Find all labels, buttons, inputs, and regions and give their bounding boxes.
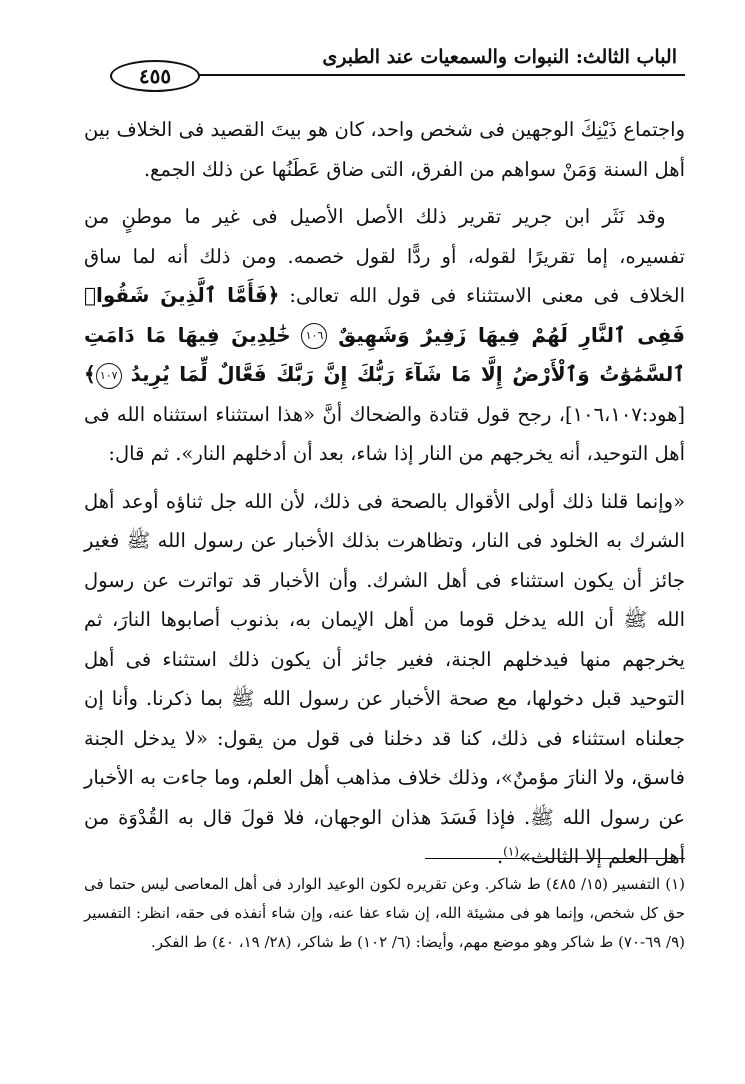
quran-verse-106: ﴿فَأَمَّا ٱلَّذِينَ شَقُوا۟ فَفِى ٱلنَّارِ لَهُمْ فِيهَا زَفِيرٌ وَشَهِيقٌ — [84, 283, 685, 347]
footnote-divider — [425, 858, 685, 859]
body-text — [84, 110, 685, 877]
ayah-number-106: ١٠٦ — [301, 323, 327, 349]
footnote — [84, 870, 685, 957]
ayah-number-107: ١٠٧ — [96, 363, 122, 389]
page-number: ٤٥٥ — [110, 60, 200, 92]
quran-close-bracket: ﴾ — [84, 362, 96, 386]
quran-verse-107: خَٰلِدِينَ فِيهَا مَا دَامَتِ ٱلسَّمَٰوَٰتُ وَٱلْأَرْضُ إِلَّا مَا شَآءَ رَبُّكَ إِنَّ رَبَّكَ فَعَّالٌ لِّمَا يُرِيدُ — [84, 322, 685, 386]
paragraph-3 — [84, 482, 685, 877]
footnote-text: (١) التفسير (١٥/ ٤٨٥) ط شاكر. وعن تقريره لكون الوعيد الوارد فى أهل المعاصى ليس حتما فى حق كل شخص، وإنما هو فى مشيئة الله، إن شاء عفا عنه، وإن شاء أنفذه فى حقه، انظر: التفسير (٩/ ٦٩-٧٠) ط شاكر وهو موضع مهم، وأيضا: (٦/ ١٠٢) ط شاكر، (٢٨/ ١٩، ٤٠) ط الفكر. — [84, 875, 686, 951]
paragraph-2 — [84, 197, 685, 474]
paragraph-2-intro: وقد نَثَر ابن جرير تقرير ذلك الأصل الأصيل فى غير ما موطنٍ من تفسيره، إما تقريرًا لقوله، أو ردًّا لقول خصمه. ومن ذلك أنه لما ساق الخلاف فى معنى الاستثناء فى قول الله تعالى: — [84, 205, 686, 307]
quotation-tabari: «وإنما قلنا ذلك أولى الأقوال بالصحة فى ذلك، لأن الله جل ثناؤه أوعد أهل الشرك به الخلود فى النار، وتظاهرت بذلك الأخبار عن رسول الله ﷺ فغير جائز أن يكون استثناء فى أهل الشرك. وأن الأخبار قد تواترت عن رسول الله ﷺ أن الله يدخل قوما من أهل الإيمان به، بذنوب أصابوها النارَ، ثم يخرجهم منها فيدخلهم الجنة، فغير جائز أن يكون ذلك استثناء فى أهل التوحيد قبل دخولها، مع صحة الأخبار عن رسول الله ﷺ بما ذكرنا. وأنا إن جعلناه استثناء فى ذلك، كنا قد دخلنا فى قول من يقول: «لا يدخل الجنة فاسق، ولا النارَ مؤمنٌ»، وذلك خلاف مذاهب أهل العلم، وما جاءت به الأخبار عن رسول الله ﷺ. فإذا فَسَدَ هذان الوجهان، فلا قولَ قال به القُدْوَة من أهل العلم إلا الثالث» — [84, 489, 685, 868]
header-rule — [146, 74, 685, 76]
chapter-title: الباب الثالث: النبوات والسمعيات عند الطبرى — [322, 46, 677, 68]
paragraph-2-continuation: [هود:١٠٦،١٠٧]، رجح قول قتادة والضحاك أنَّ «هذا استثناء استثناه الله فى أهل التوحيد، أنه يخرجهم من النار إذا شاء، بعد أن أدخلهم النار». ثم قال: — [84, 402, 685, 465]
page-header — [36, 46, 685, 86]
paragraph-3-end: . — [496, 845, 504, 868]
footnote-reference[interactable]: (١) — [503, 844, 519, 859]
paragraph-1: واجتماع ذَيْنِكَ الوجهين فى شخص واحد، كان هو بيتَ القصيد فى الخلاف بين أهل السنة وَمَنْ سواهم من الفرق، التى ضاق عَطَنُها عن ذلك الجمع. — [84, 118, 685, 181]
